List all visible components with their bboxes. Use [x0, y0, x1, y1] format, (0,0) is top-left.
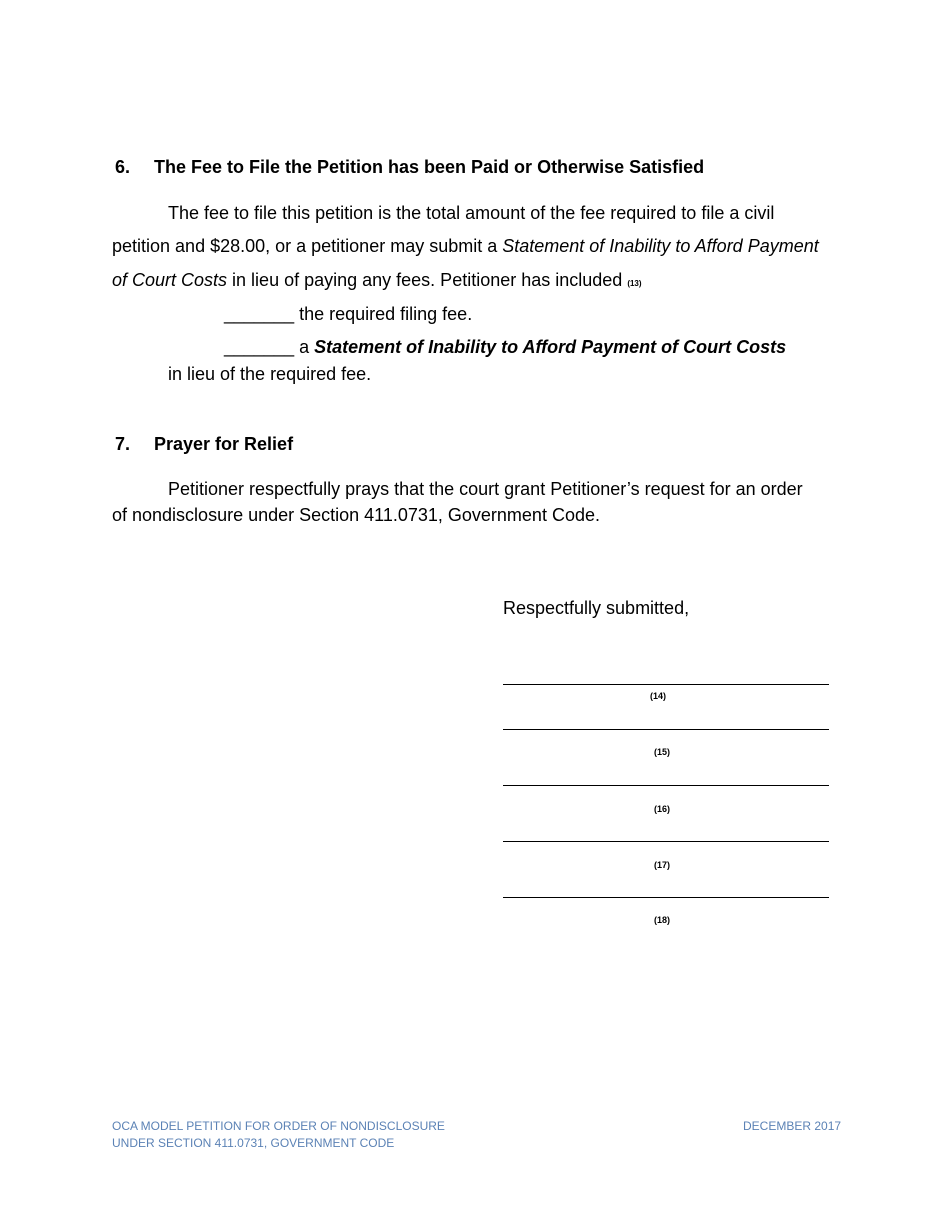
footer-date: DECEMBER 2017	[743, 1119, 842, 1133]
section-7-line-2-text: of nondisclosure under Section 411.0731, Government Code.	[112, 505, 600, 525]
statement-bold-italic: Statement of Inability to Afford Payment of Court Costs	[314, 337, 787, 357]
signature-label-18: (18)	[653, 915, 670, 925]
section-6-line-1-text: The fee to file this petition is the total amount of the fee required to file a civil	[168, 203, 775, 223]
section-6-paragraph-line-3	[112, 270, 642, 291]
section-6-line-2-text: petition and $28.00, or a petitioner may submit a	[112, 236, 503, 256]
signature-label-16: (16)	[653, 804, 670, 814]
section-6-title: The Fee to File the Petition has been Paid or Otherwise Satisfied	[154, 157, 705, 177]
statement-blank[interactable]: _______	[224, 337, 295, 357]
section-7-paragraph-line-1	[168, 479, 803, 500]
option-filing-fee	[224, 304, 472, 325]
section-7-paragraph-line-2	[112, 505, 600, 526]
signature-line-18[interactable]	[503, 897, 829, 898]
statement-of-inability-italic: Statement of Inability to Afford Payment	[502, 236, 819, 256]
signature-label-15: (15)	[653, 747, 670, 757]
option-statement-of-inability	[224, 337, 786, 358]
signature-label-14: (14)	[649, 691, 666, 701]
section-6-paragraph-line-1	[168, 203, 774, 224]
signature-line-16[interactable]	[503, 785, 829, 786]
footer-left-line-2: UNDER SECTION 411.0731, GOVERNMENT CODE	[112, 1136, 395, 1150]
option-statement-continuation	[168, 364, 371, 385]
section-7-title: Prayer for Relief	[154, 434, 294, 454]
section-7-line-1-text: Petitioner respectfully prays that the court grant Petitioner’s request for an order	[168, 479, 803, 499]
signature-label-17: (17)	[653, 860, 670, 870]
section-7-heading	[115, 434, 293, 455]
section-6-line-3-text: in lieu of paying any fees. Petitioner has included	[227, 270, 628, 290]
statement-continuation-text: in lieu of the required fee.	[168, 364, 372, 384]
section-6-number: 6.	[115, 157, 131, 177]
signature-line-17[interactable]	[503, 841, 829, 842]
filing-fee-label: the required filing fee.	[294, 304, 473, 324]
filing-fee-blank[interactable]: _______	[224, 304, 295, 324]
closing-text: Respectfully submitted,	[503, 598, 690, 618]
statement-article: a	[294, 337, 315, 357]
section-7-number: 7.	[115, 434, 131, 454]
signature-line-15[interactable]	[503, 729, 829, 730]
note-13-label: (13)	[627, 279, 642, 288]
court-costs-italic: of Court Costs	[112, 270, 228, 290]
signature-line-14[interactable]	[503, 684, 829, 685]
section-6-heading	[115, 157, 704, 178]
section-6-paragraph-line-2	[112, 236, 819, 257]
footer-left-line-1: OCA MODEL PETITION FOR ORDER OF NONDISCLOSURE	[112, 1119, 445, 1133]
